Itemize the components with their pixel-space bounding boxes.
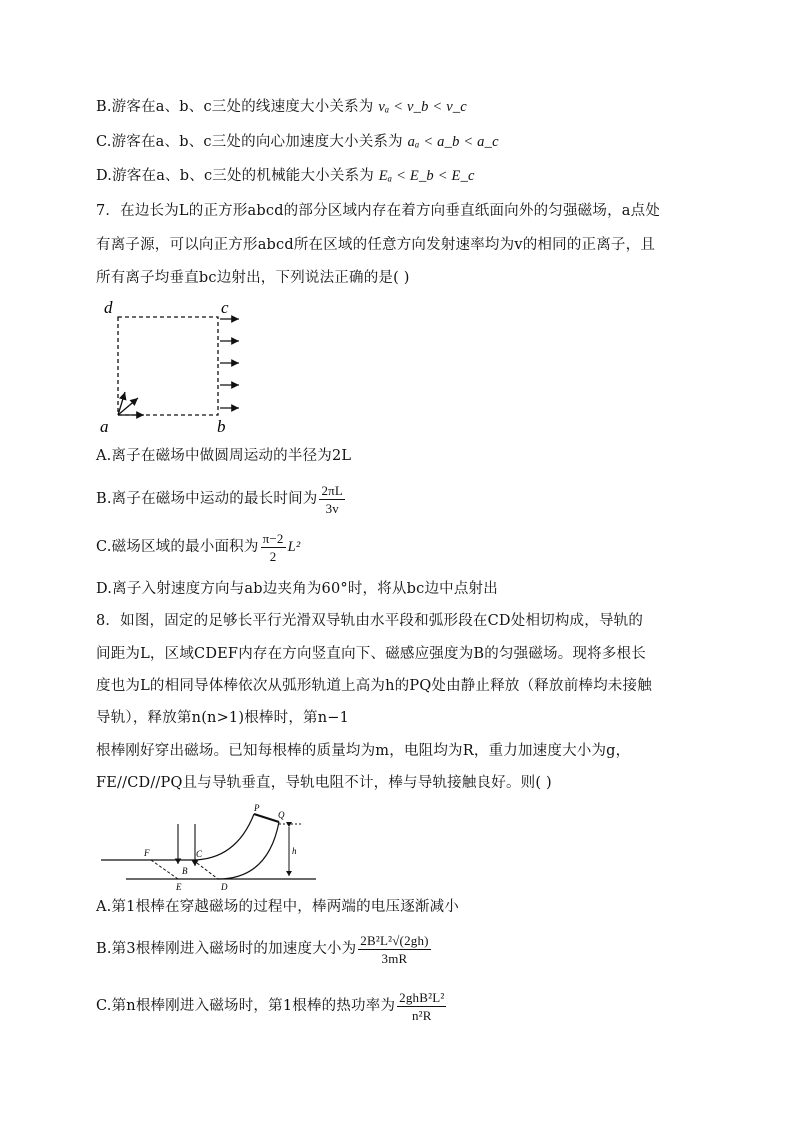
q6-option-d <box>96 166 475 186</box>
q8-label-d: D <box>221 882 228 892</box>
q8-label-q: Q <box>278 810 285 820</box>
q8-height-marker <box>279 824 301 876</box>
q8-bar-pq <box>254 814 279 822</box>
q7-label-a: a <box>100 417 109 435</box>
q6-option-d-text: D.游客在a、b、c三处的机械能大小关系为 <box>96 168 374 184</box>
q7-option-a: A.离子在磁场中做圆周运动的半径为2L <box>96 448 352 464</box>
q8-label-p: P <box>254 803 260 813</box>
q7-stem-line2: 有离子源，可以向正方形abcd所在区域的任意方向发射速率均为v的相同的正离子，且 <box>96 237 656 253</box>
q7-option-c-fraction: $\frac{\pi-2}{2}$ <box>262 530 284 564</box>
q8-option-a: A.第1根棒在穿越磁场的过程中，棒两端的电压逐渐减小 <box>96 899 460 915</box>
q7-source-arrows <box>118 392 144 415</box>
q8-stem-line5: 根棒刚好穿出磁场。已知每根棒的质量均为m，电阻均为R，重力加速度大小为g， <box>96 743 631 759</box>
q8-stem-line4: 导轨），释放第n(n>1)根棒时，第n−1 <box>96 710 350 726</box>
q7-option-d: D.离子入射速度方向与ab边夹角为60°时，将从bc边中点射出 <box>96 581 498 597</box>
q7-option-b <box>96 476 347 522</box>
q7-option-c-text: C.磁场区域的最小面积为 <box>96 539 259 555</box>
q7-label-b: b <box>217 417 226 435</box>
q8-stem-line2: 间距为L，区域CDEF内存在方向竖直向下、磁感应强度为B的匀强磁场。现将多根长 <box>96 646 646 662</box>
q7-option-b-fraction: $\frac{2\pi L}{3v}$ <box>321 482 344 516</box>
q8-option-b <box>96 926 433 972</box>
q8-rail-figure <box>96 802 316 894</box>
q6-option-b-text: B.游客在a、b、c三处的线速度大小关系为 <box>96 99 374 115</box>
q8-label-b: B <box>182 866 188 876</box>
q8-stem-line1: 8．如图，固定的足够长平行光滑双导轨由水平段和弧形段在CD处相切构成，导轨的 <box>96 613 644 629</box>
q7-stem-line1: 7．在边长为L的正方形abcd的部分区域内存在着方向垂直纸面向外的匀强磁场，a点处 <box>96 203 661 219</box>
q8-option-c <box>96 983 448 1029</box>
q7-label-c: c <box>221 298 229 317</box>
q8-stem-line6: FE//CD//PQ且与导轨垂直，导轨电阻不计，棒与导轨接触良好。则( ) <box>96 775 552 791</box>
q6-option-c-text: C.游客在a、b、c三处的向心加速度大小关系为 <box>96 134 403 150</box>
q6-option-c <box>96 132 499 152</box>
q8-option-b-fraction: $\frac{\text{2B²L²√(2gh)}}{3mR}$ <box>360 932 429 966</box>
q7-square-figure <box>96 295 256 435</box>
q8-option-b-text: B.第3根棒刚进入磁场时的加速度大小为 <box>96 941 357 957</box>
q8-option-c-text: C.第n根棒刚进入磁场时，第1根棒的热功率为 <box>96 998 396 1014</box>
q7-option-c: C.磁场区域的最小面积为 $\frac{\pi-2}{2}$ L² <box>96 530 301 564</box>
q8-label-h: h <box>292 846 297 856</box>
q8-label-c: C <box>196 849 203 859</box>
q7-exit-arrows <box>220 319 239 408</box>
q6-option-c-formula: aₐ < a_b < a_c <box>407 134 499 150</box>
q7-square-dashed <box>118 317 218 415</box>
q7-label-d: d <box>104 298 113 317</box>
q6-option-d-formula: Eₐ < E_b < E_c <box>378 168 475 184</box>
q8-label-e: E <box>176 882 182 892</box>
q8-option-c-fraction: $\frac{\text{2ghB²L²}}{\text{n²R}}$ <box>399 989 445 1023</box>
q8-stem-line3: 度也为L的相同导体棒依次从弧形轨道上高为h的PQ处由静止释放（释放前棒均未接触 <box>96 678 652 694</box>
q6-option-b-formula: vₐ < v_b < v_c <box>378 99 467 115</box>
q7-stem-line3: 所有离子均垂直bc边射出，下列说法正确的是( ) <box>96 270 410 286</box>
q7-option-b-text: B.离子在磁场中运动的最长时间为 <box>96 491 318 507</box>
q8-label-f: F <box>144 848 150 858</box>
q6-option-b <box>96 97 467 117</box>
